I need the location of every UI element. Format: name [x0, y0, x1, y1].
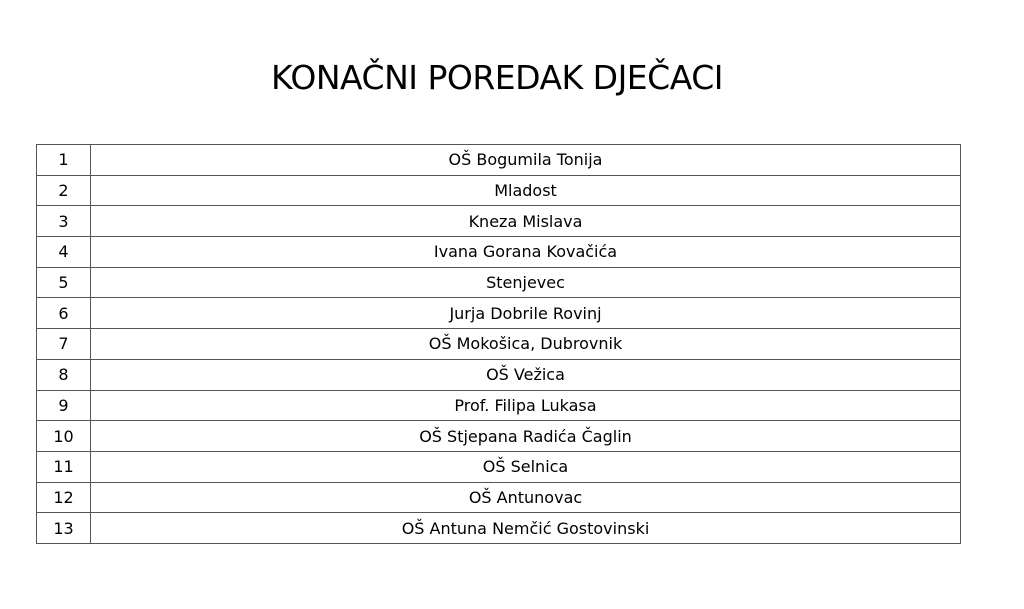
table-row: [37, 298, 961, 329]
table-row: [37, 237, 961, 268]
school-cell: OŠ Antuna Nemčić Gostovinski: [91, 513, 961, 544]
school-cell: Stenjevec: [91, 267, 961, 298]
table-row: [37, 206, 961, 237]
school-cell: Prof. Filipa Lukasa: [91, 390, 961, 421]
school-cell: Kneza Mislava: [91, 206, 961, 237]
ranking-table: [36, 144, 961, 544]
table-row: [37, 175, 961, 206]
place-cell: 4: [37, 237, 91, 268]
place-cell: 8: [37, 359, 91, 390]
place-cell: 12: [37, 482, 91, 513]
place-cell: 2: [37, 175, 91, 206]
page-title: KONAČNI POREDAK DJEČACI: [271, 58, 723, 97]
place-cell: 9: [37, 390, 91, 421]
place-cell: 1: [37, 145, 91, 176]
school-cell: OŠ Selnica: [91, 451, 961, 482]
place-cell: 11: [37, 451, 91, 482]
school-cell: Ivana Gorana Kovačića: [91, 237, 961, 268]
school-cell: OŠ Antunovac: [91, 482, 961, 513]
table-row: [37, 482, 961, 513]
table-row: [37, 421, 961, 452]
table-row: [37, 359, 961, 390]
school-cell: OŠ Mokošica, Dubrovnik: [91, 329, 961, 360]
table-row: [37, 513, 961, 544]
table-row: [37, 267, 961, 298]
school-cell: OŠ Vežica: [91, 359, 961, 390]
table-row: [37, 451, 961, 482]
table-row: [37, 329, 961, 360]
school-cell: OŠ Stjepana Radića Čaglin: [91, 421, 961, 452]
school-cell: Jurja Dobrile Rovinj: [91, 298, 961, 329]
school-cell: Mladost: [91, 175, 961, 206]
place-cell: 7: [37, 329, 91, 360]
place-cell: 5: [37, 267, 91, 298]
place-cell: 13: [37, 513, 91, 544]
table-row: [37, 145, 961, 176]
place-cell: 10: [37, 421, 91, 452]
place-cell: 3: [37, 206, 91, 237]
place-cell: 6: [37, 298, 91, 329]
table-row: [37, 390, 961, 421]
school-cell: OŠ Bogumila Tonija: [91, 145, 961, 176]
